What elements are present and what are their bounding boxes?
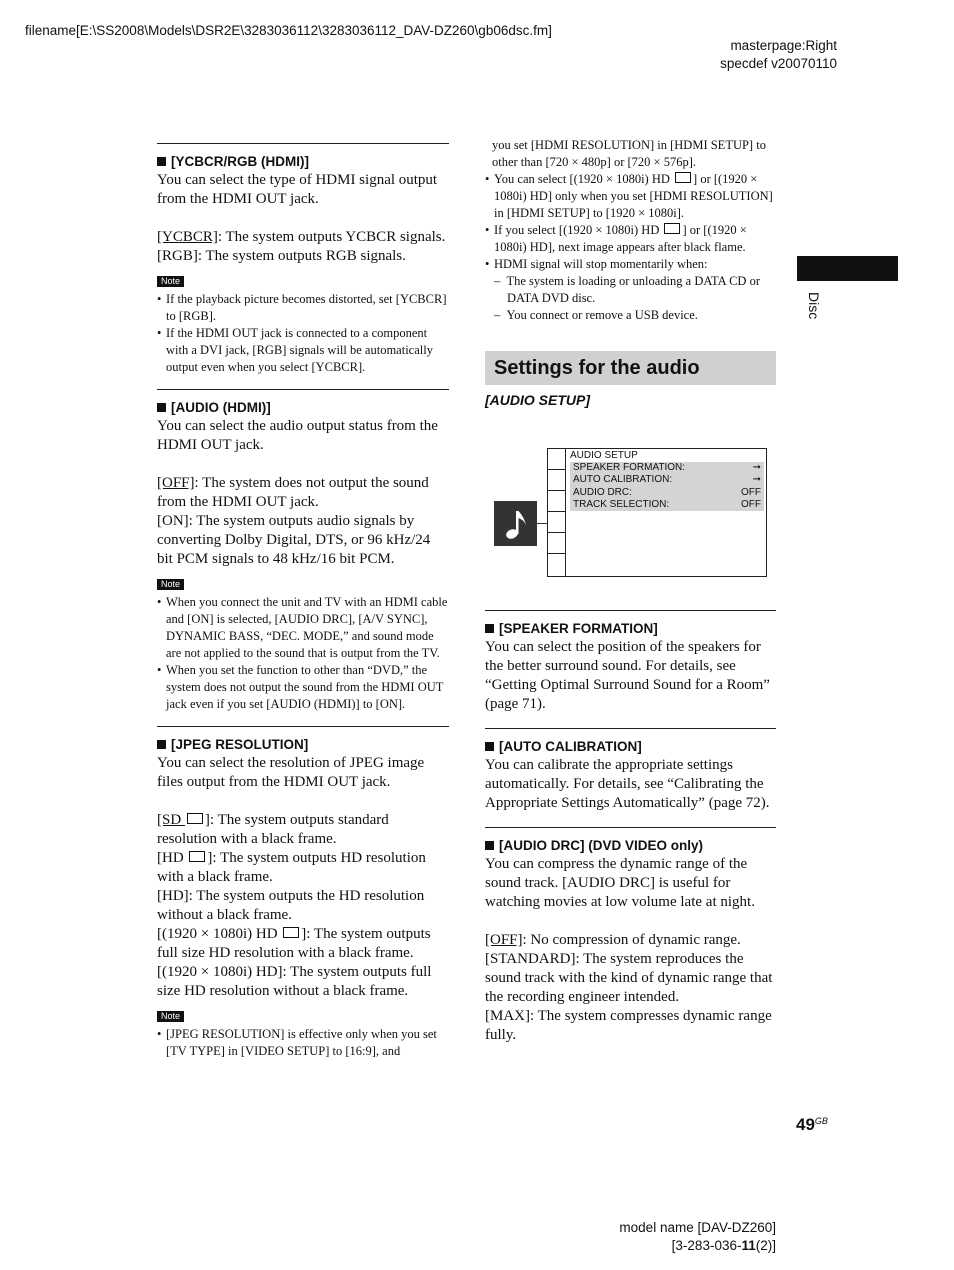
- note-continuation: you set [HDMI RESOLUTION] in [HDMI SETUP] to other than [720 × 480p] or [720 × 576p].: [492, 138, 766, 169]
- square-bullet-icon: [157, 403, 166, 412]
- frame-icon: [283, 927, 299, 938]
- osd-tab[interactable]: [548, 554, 565, 574]
- footer: [619, 1219, 776, 1255]
- section-divider: [485, 728, 776, 729]
- note-item: • If you select [(1920 × 1080i) HD ] or [(1920 × 1080i) HD], next image appears after black flame.: [485, 222, 776, 256]
- square-bullet-icon: [485, 841, 494, 850]
- section-divider: [157, 389, 449, 390]
- note-badge: Note: [157, 276, 184, 287]
- frame-icon: [187, 813, 203, 824]
- square-bullet-icon: [157, 157, 166, 166]
- square-bullet-icon: [157, 740, 166, 749]
- jpeg-intro: You can select the resolution of JPEG image files output from the HDMI OUT jack.: [157, 755, 425, 790]
- subheading: [AUDIO SETUP]: [485, 392, 590, 408]
- section-title-jpeg: [JPEG RESOLUTION]: [157, 736, 449, 754]
- ycbcr-option-2: [RGB]: The system outputs RGB signals.: [157, 248, 406, 264]
- osd-row-speaker-formation[interactable]: SPEAKER FORMATION: ➞: [573, 462, 761, 473]
- jpeg-body: [157, 754, 449, 1001]
- osd-row-track-selection[interactable]: TRACK SELECTION: OFF: [573, 498, 761, 510]
- section-title-audio-drc: [AUDIO DRC] (DVD VIDEO only): [485, 837, 776, 855]
- square-bullet-icon: [485, 742, 494, 751]
- audio-hdmi-option-off: [OFF]: The system does not output the sound from the HDMI OUT jack.: [157, 475, 429, 510]
- speaker-formation-text: You can select the position of the speakers for the better surround sound. For details, see “Getting Optimal Surround Sound for a Room” (page 71).: [485, 639, 770, 712]
- note-item: • HDMI signal will stop momentarily when:: [485, 256, 776, 273]
- audio-drc-option-off: [OFF]: No compression of dynamic range.: [485, 932, 741, 948]
- note-item: • You can select [(1920 × 1080i) HD ] or [(1920 × 1080i) HD] only when you set [HDMI RESOLUTION] in [HDMI SETUP] to [1920 × 1080i].: [485, 171, 776, 222]
- audio-hdmi-body: [157, 417, 449, 569]
- audio-hdmi-option-on: [ON]: The system outputs audio signals by converting Dolby Digital, DTS, or 96 kHz/24 bit PCM signals to 48 kHz/16 bit PCM.: [157, 513, 431, 567]
- frame-icon: [189, 851, 205, 862]
- jpeg-option-hd-frame: [HD ]: The system outputs HD resolution with a black frame.: [157, 850, 426, 885]
- osd-tab-strip: [548, 449, 566, 576]
- dash-item: – The system is loading or unloading a DATA CD or DATA DVD disc.: [494, 274, 760, 305]
- square-bullet-icon: [485, 624, 494, 633]
- osd-row-auto-calibration[interactable]: AUTO CALIBRATION: ➞: [573, 474, 761, 486]
- side-tab-label: Disc: [806, 292, 822, 320]
- osd-menu: [547, 448, 767, 577]
- section-title-audio-hdmi: [AUDIO (HDMI)]: [157, 399, 449, 417]
- audio-drc-option-max: [MAX]: The system compresses dynamic range fully.: [485, 1008, 772, 1043]
- section-divider: [485, 610, 776, 611]
- ycbcr-body: [157, 171, 449, 266]
- note-item: • [JPEG RESOLUTION] is effective only when you set [TV TYPE] in [VIDEO SETUP] to [16:9], and: [157, 1026, 449, 1060]
- jpeg-option-full-frame: [(1920 × 1080i) HD ]: The system outputs full size HD resolution with a black frame.: [157, 926, 431, 961]
- filename-header: filename[E:\SS2008\Models\DSR2E\3283036112\3283036112_DAV-DZ260\gb06dsc.fm]: [25, 23, 552, 38]
- jpeg-option-sd: [SD ]: The system outputs standard resolution with a black frame.: [157, 812, 389, 847]
- jpeg-notes: [157, 1026, 449, 1060]
- audio-setup-figure: [485, 408, 776, 598]
- note-item: • When you set the function to other than “DVD,” the system does not output the sound from the HDMI OUT jack even if you set [AUDIO (HDMI)] to [ON].: [157, 662, 449, 713]
- side-tab-bar: [797, 256, 898, 281]
- note-badge: Note: [157, 579, 184, 590]
- osd-tab[interactable]: [548, 449, 565, 470]
- note-item: • If the playback picture becomes distorted, set [YCBCR] to [RGB].: [157, 291, 449, 325]
- section-divider: [157, 726, 449, 727]
- osd-row-audio-drc[interactable]: AUDIO DRC: OFF: [573, 486, 761, 498]
- section-title-ycbcr: [YCBCR/RGB (HDMI)]: [157, 153, 449, 171]
- ycbcr-notes: [157, 291, 449, 376]
- section-divider: [485, 827, 776, 828]
- audio-drc-body: [485, 855, 776, 1045]
- jpeg-notes-continued: [485, 171, 776, 273]
- right-column: [485, 137, 776, 1045]
- product-code: [3-283-036-11(2)]: [671, 1238, 776, 1253]
- section-title-speaker-formation: [SPEAKER FORMATION]: [485, 620, 776, 638]
- osd-title: AUDIO SETUP: [570, 450, 638, 461]
- frame-icon: [664, 223, 680, 234]
- frame-icon: [675, 172, 691, 183]
- osd-tab[interactable]: [548, 470, 565, 491]
- jpeg-option-hd: [HD]: The system outputs the HD resolution without a black frame.: [157, 888, 425, 923]
- section-title-auto-calibration: [AUTO CALIBRATION]: [485, 738, 776, 756]
- left-column: [157, 143, 449, 1060]
- section-heading: Settings for the audio: [485, 351, 776, 385]
- osd-tab[interactable]: [548, 491, 565, 512]
- jpeg-option-full: [(1920 × 1080i) HD]: The system outputs full size HD resolution without a black frame.: [157, 964, 432, 999]
- audio-hdmi-intro: You can select the audio output status from the HDMI OUT jack.: [157, 418, 438, 453]
- section-divider: [157, 143, 449, 144]
- osd-rows: [570, 462, 764, 511]
- model-name: model name [DAV-DZ260]: [619, 1220, 776, 1235]
- note-item: • If the HDMI OUT jack is connected to a component with a DVI jack, [RGB] signals will be automatically output even when you select [YCBCR].: [157, 325, 449, 376]
- audio-drc-intro: You can compress the dynamic range of the sound track. [AUDIO DRC] is useful for watching movies at low volume late at night.: [485, 856, 755, 910]
- osd-tab[interactable]: [548, 533, 565, 554]
- ycbcr-intro: You can select the type of HDMI signal output from the HDMI OUT jack.: [157, 172, 438, 207]
- page-number: $49^{GB}$: [796, 1115, 828, 1134]
- dash-item: – You connect or remove a USB device.: [494, 308, 698, 322]
- ycbcr-option-1: [YCBCR]: The system outputs YCBCR signals.: [157, 229, 446, 245]
- note-badge: Note: [157, 1011, 184, 1022]
- audio-hdmi-notes: [157, 594, 449, 713]
- music-note-icon: [494, 501, 537, 546]
- audio-drc-option-standard: [STANDARD]: The system reproduces the sound track with the kind of dynamic range that the recording engineer intended.: [485, 951, 773, 1005]
- note-item: • When you connect the unit and TV with an HDMI cable and [ON] is selected, [AUDIO DRC], [A/V SYNC], DYNAMIC BASS, “DEC. MODE,” and sound mode are not applied to the sound that is output from the TV.: [157, 594, 449, 662]
- masterpage-header: [720, 37, 837, 73]
- specdef-label: specdef v20070110: [720, 56, 837, 71]
- auto-calibration-text: You can calibrate the appropriate settings automatically. For details, see “Calibrating the Appropriate Settings Automatically” (page 72).: [485, 757, 770, 811]
- osd-tab-audio[interactable]: [548, 512, 565, 533]
- masterpage-label: masterpage:Right: [730, 38, 837, 53]
